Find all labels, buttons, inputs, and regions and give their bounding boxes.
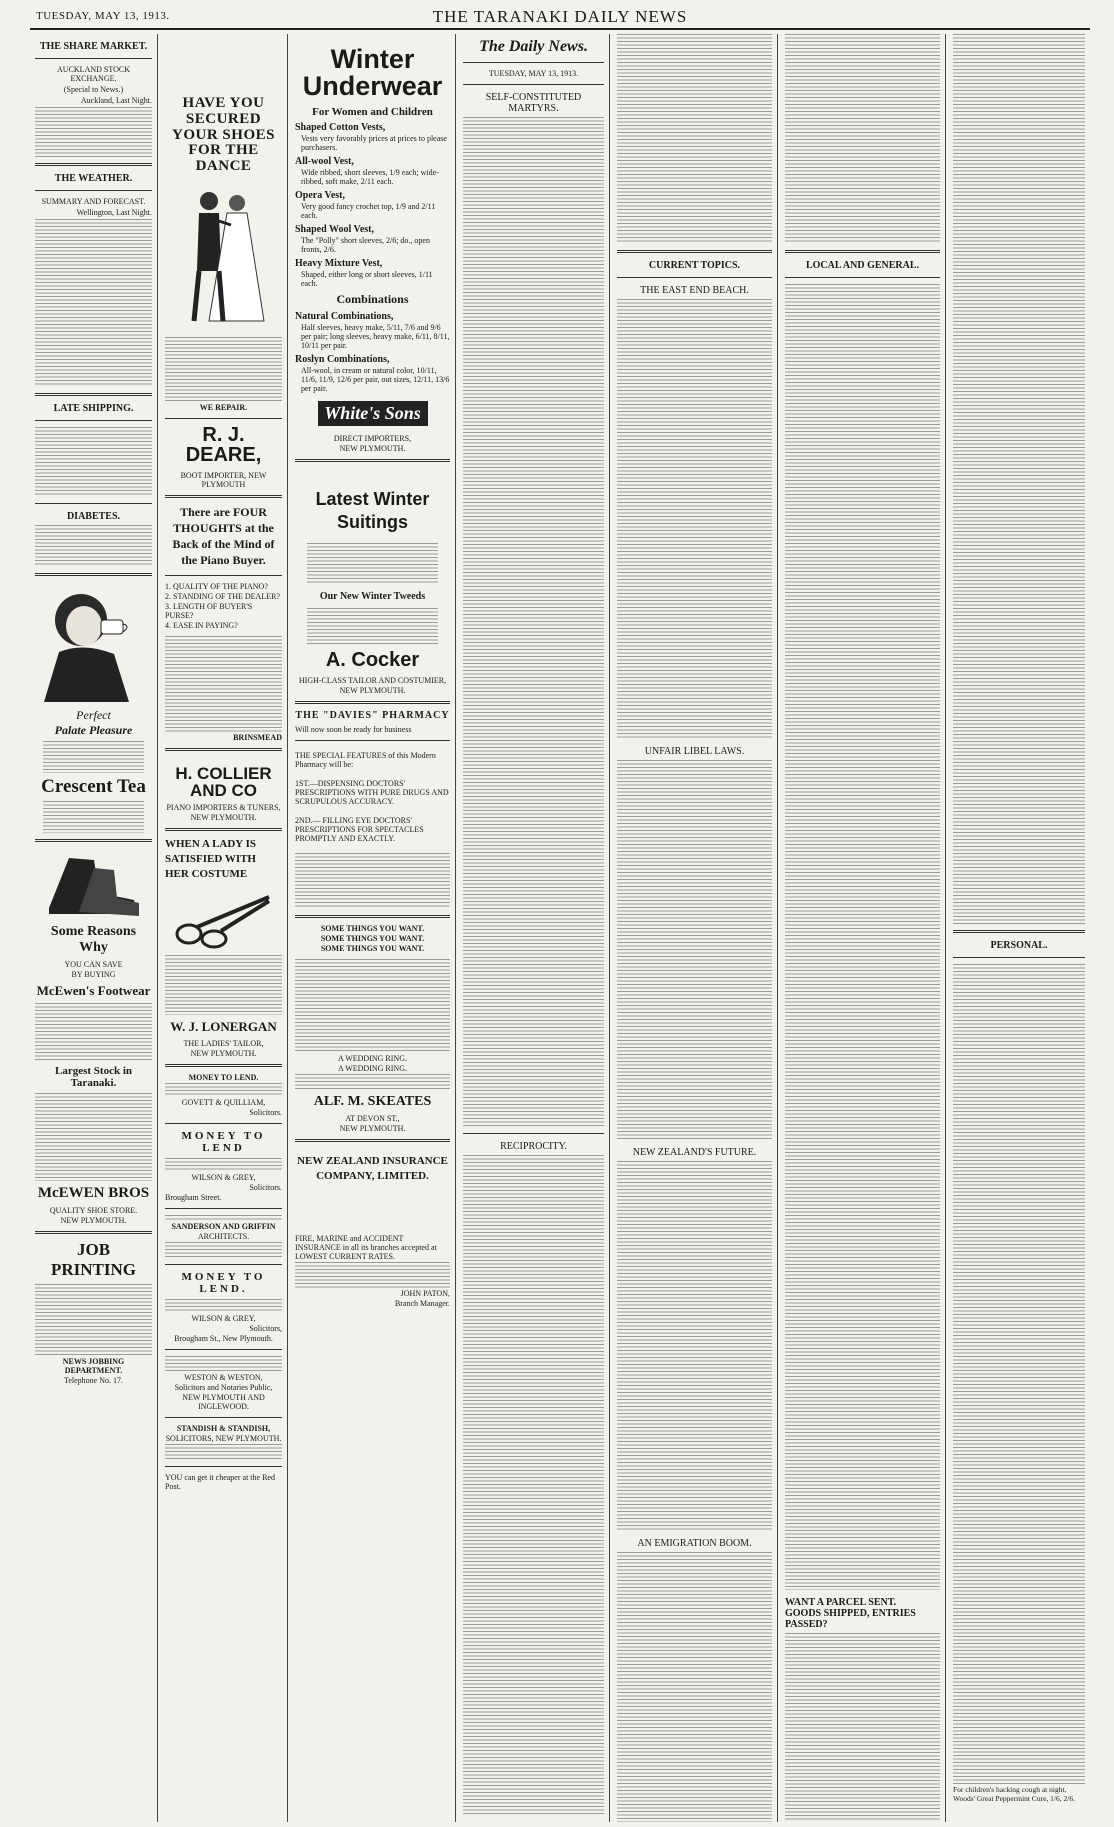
- footwear-ad-text2: [35, 1093, 152, 1181]
- skeates-heading-3: SOME THINGS YOU WANT.: [320, 943, 425, 953]
- east-end-heading: THE EAST END BEACH.: [640, 285, 749, 296]
- skeates-firm: ALF. M. SKEATES: [313, 1093, 432, 1109]
- column-7: [948, 34, 1090, 1822]
- shoes-ad-text: [165, 337, 282, 401]
- deare-firm-sub: BOOT IMPORTER, NEW PLYMOUTH: [180, 470, 267, 489]
- architects-sub: ARCHITECTS.: [197, 1231, 250, 1241]
- whites-sons-town: NEW PLYMOUTH.: [339, 444, 406, 453]
- standish-text: [165, 1444, 282, 1460]
- suitings-ad-text: [307, 543, 438, 583]
- suitings-ad-sub: Our New Winter Tweeds: [319, 590, 426, 602]
- suitings-ad-heading: Latest Winter Suitings: [315, 489, 430, 533]
- tea-ad-text: [43, 741, 144, 773]
- insurance-sig: JOHN PATON,: [400, 1288, 450, 1298]
- collier-firm: H. COLLIER AND CO: [175, 763, 272, 800]
- parcel-text: [785, 1633, 940, 1822]
- share-market-dateline: Auckland, Last Night.: [80, 96, 152, 105]
- local-continued-text: [953, 34, 1085, 924]
- collier-sub: PIANO IMPORTERS & TUNERS,: [166, 802, 281, 812]
- lonergan-firm: W. J. LONERGAN: [170, 1018, 277, 1034]
- column-1: [30, 34, 158, 1822]
- column-4: [458, 34, 610, 1822]
- money3-sig-sub: Solicitors,: [249, 1323, 282, 1333]
- whites-sons-logo: White's Sons: [318, 401, 428, 426]
- footwear-ad-sub: YOU CAN SAVE: [64, 960, 123, 969]
- piano-ad-heading: There are FOUR THOUGHTS at the Back of the Mind of the Piano Buyer.: [172, 504, 275, 568]
- combo_items-name: Roslyn Combinations,: [295, 354, 390, 365]
- personal-text: [953, 964, 1085, 1784]
- future-heading: NEW ZEALAND'S FUTURE.: [632, 1147, 757, 1158]
- shoes-ad-repair: WE REPAIR.: [199, 402, 248, 412]
- skeates-heading-2: SOME THINGS YOU WANT.: [320, 933, 425, 943]
- whites-sons-sub: DIRECT IMPORTERS,: [333, 434, 412, 443]
- topics-continued-text: [785, 34, 940, 244]
- weather-heading: THE WEATHER.: [54, 173, 133, 184]
- piano-point-3: 3. LENGTH OF BUYER'S PURSE?: [165, 601, 253, 620]
- money1-heading: MONEY TO LEND.: [188, 1072, 259, 1082]
- pharmacy-ad-sub: Will now soon be ready for business: [295, 724, 412, 734]
- libel-heading: UNFAIR LIBEL LAWS.: [644, 746, 745, 757]
- items-name: All-wool Vest,: [295, 156, 354, 167]
- tea-ad-line2: Palate Pleasure: [54, 723, 133, 737]
- daily-news-nameplate: The Daily News.: [479, 38, 588, 55]
- share-market-text: [35, 107, 152, 157]
- tea-ad-line1: Perfect: [76, 708, 111, 722]
- suitings-ad-text2: [307, 608, 438, 644]
- lady-ad-heading: WHEN A LADY IS SATISFIED WITH HER COSTUME: [165, 837, 256, 881]
- money2-street: Brougham Street.: [165, 1192, 222, 1202]
- winter-ad-combos: Combinations: [336, 292, 409, 306]
- winter-ad-sub: For Women and Children: [312, 106, 433, 118]
- skeates-text: [295, 959, 450, 1053]
- footwear-ad-largest: Largest Stock in Taranaki.: [55, 1065, 132, 1089]
- man-drinking-tea-illustration: [39, 582, 149, 702]
- local-heading: LOCAL AND GENERAL.: [805, 260, 920, 271]
- money1-sig-sub: Solicitors.: [249, 1107, 282, 1117]
- footwear-ad-text: [35, 1003, 152, 1061]
- money2-sig: WILSON & GREY,: [191, 1172, 256, 1182]
- architects-text: [165, 1242, 282, 1258]
- footwear-ad-town: NEW PLYMOUTH.: [60, 1216, 127, 1225]
- winter-ad-combo-items: [295, 311, 450, 393]
- shipping-text: [35, 427, 152, 497]
- masthead-title: THE TARANAKI DAILY NEWS: [432, 7, 688, 26]
- money3-heading: MONEY TO LEND.: [181, 1270, 266, 1295]
- lonergan-sub: THE LADIES' TAILOR,: [183, 1038, 264, 1048]
- items-desc: The "Polly" short sleeves, 2/6; do., open fronts, 2/6.: [301, 236, 430, 254]
- skeates-heading-1: SOME THINGS YOU WANT.: [320, 923, 425, 933]
- skeates-addr: AT DEVON ST.,: [345, 1113, 400, 1123]
- piano-ad-sig: BRINSMEAD: [233, 732, 282, 742]
- future-text: [617, 1161, 772, 1531]
- boots-illustration: [39, 848, 149, 918]
- east-end-text: [617, 299, 772, 739]
- weather-sub: SUMMARY AND FORECAST.: [41, 197, 146, 206]
- parcel-heading: WANT A PARCEL SENT.: [785, 1597, 897, 1608]
- share-market-byline: (Special to News.): [63, 85, 124, 94]
- insurance-text: [295, 1262, 450, 1288]
- pharmacy-ad-features: THE SPECIAL FEATURES of this Modern Pharmacy will be:: [295, 750, 436, 769]
- money2-text: [165, 1158, 282, 1172]
- job-printing-telephone: Telephone No. 17.: [64, 1376, 123, 1385]
- footwear-ad-firm-sub: QUALITY SHOE STORE.: [49, 1206, 138, 1215]
- martyrs-text: [463, 117, 604, 1127]
- shipping-heading: LATE SHIPPING.: [53, 403, 134, 414]
- piano-ad-text: [165, 636, 282, 732]
- standish-heading: STANDISH & STANDISH,: [176, 1423, 271, 1433]
- job-printing-heading: JOB PRINTING: [50, 1240, 136, 1279]
- items-name: Heavy Mixture Vest,: [295, 258, 383, 269]
- items-name: Shaped Wool Vest,: [295, 224, 375, 235]
- pharmacy-ad-f2: 2ND.— FILLING EYE DOCTORS' PRESCRIPTIONS FOR SPECTACLES PROMPTLY AND EXACTLY.: [295, 815, 424, 843]
- money1-sig: GOVETT & QUILLIAM,: [181, 1097, 266, 1107]
- weston-sub: Solicitors and Notaries Public,: [174, 1382, 273, 1392]
- money1-text: [165, 1083, 282, 1097]
- insurance-sig-sub: Branch Manager.: [394, 1298, 450, 1308]
- winter-ad-heading: Winter Underwear: [302, 44, 443, 101]
- items-desc: Wide ribbed, short sleeves, 1/9 each; wide-ribbed, soft make, 2/11 each.: [301, 168, 439, 186]
- items-desc: Vests very favorably prices at prices to please purchasers.: [301, 134, 447, 152]
- dancing-couple-illustration: [169, 181, 279, 331]
- emigration-text: [617, 1552, 772, 1822]
- piano-point-2: 2. STANDING OF THE DEALER?: [165, 591, 280, 601]
- masthead: [30, 6, 1090, 30]
- insurance-heading: NEW ZEALAND INSURANCE COMPANY, LIMITED.: [297, 1154, 448, 1183]
- footwear-ad-heading: Some Reasons Why: [50, 924, 137, 955]
- weston-town: NEW PLYMOUTH AND INGLEWOOD.: [182, 1392, 265, 1411]
- cocker-sub: HIGH-CLASS TAILOR AND COSTUMIER,: [298, 675, 447, 685]
- topics-heading: CURRENT TOPICS.: [648, 260, 741, 271]
- column-6: [780, 34, 946, 1822]
- share-market-heading: THE SHARE MARKET.: [39, 41, 148, 52]
- money2-sig-sub: Solicitors.: [249, 1182, 282, 1192]
- deare-firm: R. J. DEARE,: [185, 423, 262, 466]
- job-printing-dept: NEWS JOBBING DEPARTMENT.: [62, 1357, 125, 1375]
- reciprocity-text: [463, 1155, 604, 1815]
- winter-ad-items: [295, 122, 450, 288]
- pharmacy-ad-f1: 1ST.—DISPENSING DOCTORS' PRESCRIPTIONS WITH PURE DRUGS AND SCRUPULOUS ACCURACY.: [295, 778, 449, 806]
- combo_items-desc: All-wool, in cream or natural color, 10/11, 11/6, 11/9, 12/6 per pair, out sizes, 12/11, 13/6 per pair.: [301, 366, 450, 393]
- weston-sig: WESTON & WESTON,: [184, 1372, 263, 1382]
- editorial-continued-text: [617, 34, 772, 244]
- diabetes-heading: DIABETES.: [66, 511, 121, 522]
- lady-ad-text: [165, 955, 282, 1015]
- footwear-ad-brand: McEwen's Footwear: [36, 983, 151, 998]
- job-printing-text: [35, 1284, 152, 1356]
- local-text: [785, 284, 940, 1590]
- skeates-ring-2: A WEDDING RING.: [338, 1063, 407, 1073]
- cocker-town: NEW PLYMOUTH.: [339, 685, 406, 695]
- money3-street: Brougham St., New Plymouth.: [174, 1333, 273, 1343]
- weather-dateline: Wellington, Last Night.: [76, 208, 152, 217]
- weston-text: [165, 1356, 282, 1372]
- piano-point-1: 1. QUALITY OF THE PIANO?: [165, 581, 268, 591]
- items-name: Shaped Cotton Vests,: [295, 122, 386, 133]
- standish-sub: SOLICITORS, NEW PLYMOUTH.: [165, 1433, 282, 1443]
- tea-ad-brand: Crescent Tea: [41, 776, 146, 797]
- editorial-dateline: TUESDAY, MAY 13, 1913.: [488, 69, 579, 78]
- diabetes-text: [35, 525, 152, 567]
- tea-ad-prices: [43, 801, 144, 833]
- masthead-date: TUESDAY, MAY 13, 1913.: [36, 10, 170, 22]
- skeates-town: NEW PLYMOUTH.: [339, 1123, 406, 1133]
- shoes-ad-heading: HAVE YOU SECURED YOUR SHOES FOR THE DANCE: [172, 95, 275, 174]
- items-name: Opera Vest,: [295, 190, 345, 201]
- scissors-illustration: [169, 889, 279, 949]
- piano-point-4: 4. EASE IN PAYING?: [165, 620, 238, 630]
- reciprocity-heading: RECIPROCITY.: [500, 1141, 567, 1152]
- weather-text: [35, 219, 152, 387]
- skeates-ring-1: A WEDDING RING.: [338, 1053, 407, 1063]
- items-desc: Very good fancy crochet top, 1/9 and 2/11 each.: [301, 202, 436, 220]
- parcel-sub: GOODS SHIPPED, ENTRIES PASSED?: [785, 1608, 916, 1630]
- insurance-sub: FIRE, MARINE and ACCIDENT INSURANCE in all its branches accepted at LOWEST CURRENT RATES.: [295, 1233, 437, 1261]
- share-market-sub: AUCKLAND STOCK EXCHANGE.: [57, 65, 130, 83]
- money3-sig: WILSON & GREY,: [191, 1313, 256, 1323]
- column-5: [612, 34, 778, 1822]
- money2-heading: MONEY TO LEND: [181, 1129, 266, 1154]
- martyrs-heading: SELF-CONSTITUTED MARTYRS.: [485, 92, 582, 114]
- money3-text: [165, 1299, 282, 1313]
- pharmacy-ad-heading: THE "DAVIES" PHARMACY: [295, 709, 450, 721]
- personal-heading: PERSONAL.: [990, 940, 1048, 951]
- architects-names: SANDERSON AND GRIFFIN: [171, 1221, 276, 1231]
- items-desc: Shaped, either long or short sleeves, 1/11 each.: [301, 270, 433, 288]
- cocker-firm: A. Cocker: [325, 648, 420, 671]
- footwear-ad-firm: McEWEN BROS: [37, 1185, 150, 1201]
- pharmacy-ad-text: [295, 853, 450, 909]
- libel-text: [617, 760, 772, 1140]
- col2-footer: YOU can get it cheaper at the Red Post.: [165, 1472, 275, 1491]
- combo_items-name: Natural Combinations,: [295, 311, 394, 322]
- column-3: [290, 34, 456, 1822]
- footwear-ad-by: BY BUYING: [71, 970, 116, 979]
- emigration-heading: AN EMIGRATION BOOM.: [637, 1538, 752, 1549]
- col7-footer: For children's hacking cough at night, Woods' Great Peppermint Cure, 1/6, 2/6.: [953, 1785, 1075, 1803]
- collier-town: NEW PLYMOUTH.: [190, 812, 257, 822]
- combo_items-desc: Half sleeves, heavy make, 5/11, 7/6 and 9/6 per pair; long sleeves, heavy make, 6/11, 8/11, 10/11 per pair.: [301, 323, 450, 350]
- lonergan-town: NEW PLYMOUTH.: [190, 1048, 257, 1058]
- column-2: [160, 34, 288, 1822]
